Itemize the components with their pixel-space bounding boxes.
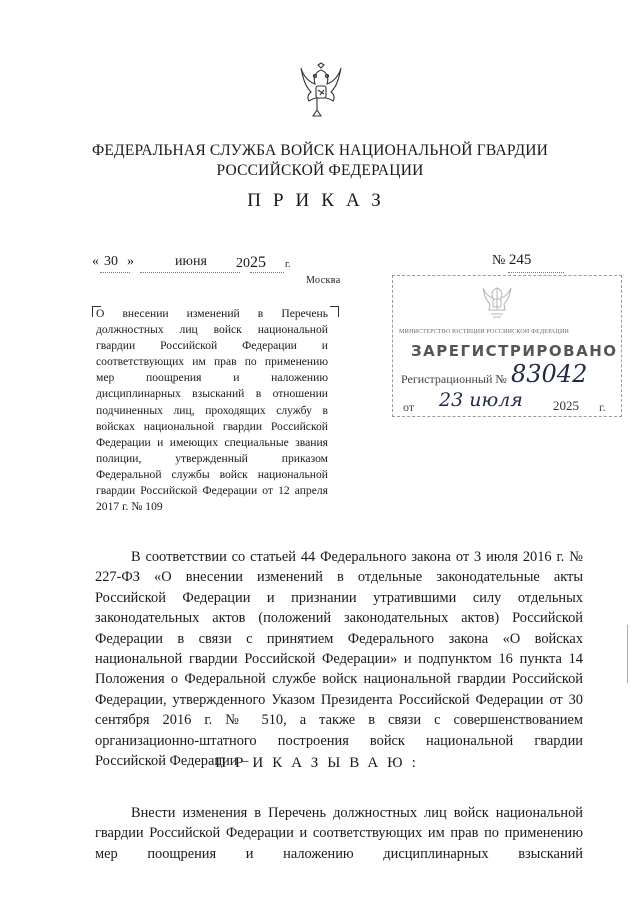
stamp-date: 23 июля bbox=[439, 389, 523, 411]
date-quote-open: « bbox=[92, 254, 99, 269]
date-month: июня bbox=[175, 254, 207, 269]
city: Москва bbox=[306, 275, 341, 286]
subject-bracket-right bbox=[330, 306, 339, 317]
date-day-underline bbox=[100, 272, 130, 273]
stamp-registered: ЗАРЕГИСТРИРОВАНО bbox=[411, 342, 618, 360]
stamp-ministry-line: МИНИСТЕРСТВО ЮСТИЦИИ РОССИЙСКОЙ ФЕДЕРАЦИИ bbox=[399, 329, 570, 335]
stamp-year: 2025 bbox=[553, 398, 579, 413]
org-line-1: ФЕДЕРАЛЬНАЯ СЛУЖБА ВОЙСК НАЦИОНАЛЬНОЙ ГВАРДИИ bbox=[91, 142, 549, 159]
margin-scan-mark bbox=[627, 625, 631, 683]
order-heading: ПРИКАЗЫВАЮ: bbox=[215, 755, 425, 771]
stamp-year-mark: г. bbox=[599, 400, 606, 414]
stamp-reg-label: Регистрационный № bbox=[401, 372, 507, 386]
document-type: ПРИКАЗ bbox=[247, 190, 393, 211]
order-paragraph: Внести изменения в Перечень должностных лиц войск национальной гвардии Российской Федерации и соответствующих им прав по применению мер поощрения и наложению дисциплинарных взысканий bbox=[95, 805, 583, 862]
coat-of-arms-icon bbox=[479, 284, 515, 320]
date-quote-close: » bbox=[127, 254, 134, 269]
stamp-reg-number: 83042 bbox=[511, 360, 588, 388]
date-day: 30 bbox=[104, 254, 118, 269]
subject-text: О внесении изменений в Перечень должностных лиц войск национальной гвардии Российской Федерации и соответствующих им прав по применению мер поощрения и наложению дисциплинарных взысканий в отношении подчиненных лиц, проходящих службу в войсках национальной гвардии Российской Федерации и имеющих специальные звания полиции, утвержденный приказом Федеральной службы войск национальной гвардии Российской Федерации от 12 апреля 2017 г. № 109 bbox=[96, 307, 328, 514]
organization-name bbox=[0, 141, 640, 181]
stamp-ot: от bbox=[403, 400, 415, 414]
registration-stamp bbox=[392, 275, 622, 417]
document-number: № 245 bbox=[492, 252, 532, 268]
org-line-2: РОССИЙСКОЙ ФЕДЕРАЦИИ bbox=[216, 162, 424, 179]
date-year-underline bbox=[250, 272, 284, 273]
date-year: 2025 bbox=[236, 254, 266, 271]
preamble-paragraph: В соответствии со статьей 44 Федерального закона от 3 июля 2016 г. № 227-ФЗ «О внесении изменений в отдельные законодательные акты Российской Федерации и признании утратившими силу отдельных законодательных актов (положений законодательных актов) Российской Федерации в связи с принятием Федерального закона «О войсках национальной гвардии Российской Федерации» и подпунктом 16 пункта 14 Положения о Федеральной службе войск национальной гвардии Российской Федерации, утвержденного Указом Президента Российской Федерации от 30 сентября 2016 г. № 510, а также в связи с совершенствованием организационно-штатного построения войск национальной гвардии Российской Федерации – bbox=[95, 549, 583, 770]
date-year-mark: г. bbox=[285, 259, 291, 270]
coat-of-arms-icon bbox=[296, 62, 346, 120]
date-month-underline bbox=[140, 272, 240, 273]
number-underline bbox=[508, 272, 564, 273]
